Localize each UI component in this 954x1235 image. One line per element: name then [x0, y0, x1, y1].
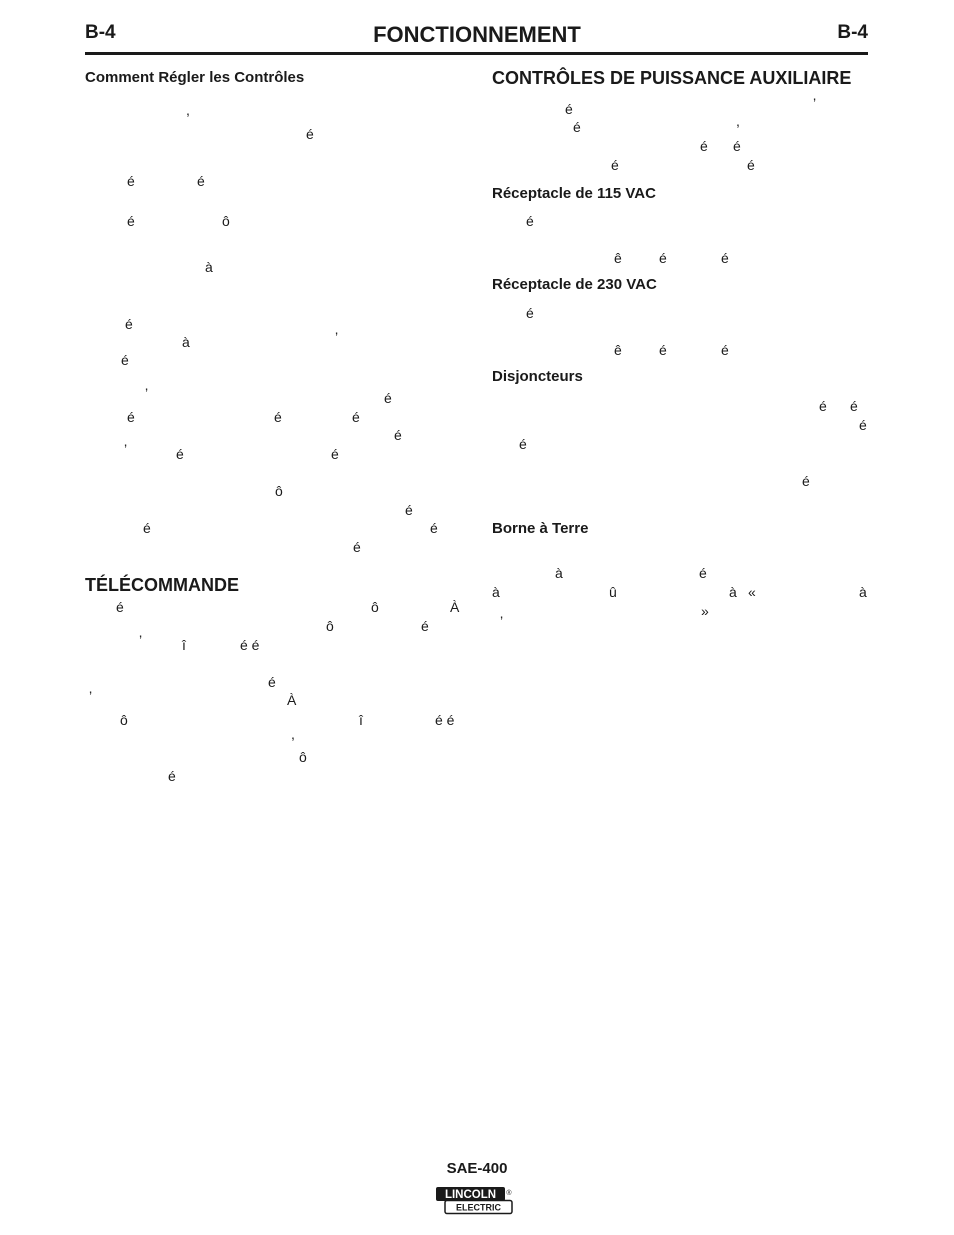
- left-glyph: é: [197, 173, 205, 189]
- left-glyph: é: [306, 126, 314, 142]
- heading-receptacle-230: Réceptacle de 230 VAC: [492, 276, 657, 293]
- left-glyph: ,: [291, 726, 295, 742]
- left-glyph: é: [430, 520, 438, 536]
- right-glyph: ,: [736, 113, 740, 129]
- right-glyph: é: [721, 342, 729, 358]
- page-title: FONCTIONNEMENT: [373, 22, 581, 47]
- left-glyph: é: [421, 618, 429, 634]
- right-glyph: é: [721, 250, 729, 266]
- left-glyph: ô: [371, 599, 379, 615]
- svg-text:LINCOLN: LINCOLN: [444, 1189, 497, 1201]
- left-glyph: é: [331, 446, 339, 462]
- left-glyph: À: [450, 599, 460, 615]
- left-glyph: é: [176, 446, 184, 462]
- right-glyph: é: [699, 565, 707, 581]
- left-glyph: ô: [120, 712, 128, 728]
- heading-ground-terminal: Borne à Terre: [492, 520, 589, 537]
- left-glyph: î: [182, 637, 186, 653]
- left-glyph: é: [384, 390, 392, 406]
- left-glyph: é: [168, 768, 176, 784]
- left-glyph: é é: [435, 712, 455, 728]
- left-glyph: é: [274, 409, 282, 425]
- right-glyph: ’: [813, 95, 817, 111]
- right-glyph: é: [850, 398, 858, 414]
- left-glyph: î: [359, 712, 363, 728]
- heading-breakers: Disjoncteurs: [492, 368, 583, 385]
- right-glyph: é: [565, 101, 573, 117]
- left-glyph: ’: [124, 441, 128, 457]
- right-glyph: «: [748, 584, 756, 600]
- svg-text:ELECTRIC: ELECTRIC: [456, 1202, 501, 1213]
- left-glyph: ’: [335, 329, 339, 345]
- left-glyph: é: [353, 539, 361, 555]
- left-glyph: é: [116, 599, 124, 615]
- svg-text:®: ®: [506, 1190, 512, 1197]
- right-glyph: é: [733, 138, 741, 154]
- right-glyph: û: [609, 584, 617, 600]
- left-glyph: é: [394, 427, 402, 443]
- heading-receptacle-115: Réceptacle de 115 VAC: [492, 185, 656, 202]
- page-number-left: B-4: [85, 22, 116, 43]
- left-glyph: à: [205, 259, 213, 275]
- left-glyph: À: [287, 692, 297, 708]
- right-glyph: à: [859, 584, 867, 600]
- right-glyph: é: [611, 157, 619, 173]
- left-glyph: é: [352, 409, 360, 425]
- right-glyph: à: [555, 565, 563, 581]
- left-glyph: é: [127, 409, 135, 425]
- right-glyph: é: [526, 213, 534, 229]
- left-glyph: ,: [186, 102, 190, 118]
- model-number: SAE-400: [446, 1160, 508, 1177]
- left-glyph: ’: [139, 632, 143, 648]
- right-glyph: ’: [500, 613, 504, 629]
- left-glyph: é: [127, 213, 135, 229]
- right-glyph: »: [701, 603, 709, 619]
- left-glyph: é: [127, 173, 135, 189]
- left-glyph: ’: [89, 688, 93, 704]
- heading-aux-power: CONTRÔLES DE PUISSANCE AUXILIAIRE: [492, 68, 852, 88]
- left-glyph: ’: [145, 385, 149, 401]
- right-glyph: é: [519, 436, 527, 452]
- right-glyph: é: [747, 157, 755, 173]
- heading-remote: TÉLÉCOMMANDE: [85, 575, 239, 595]
- heading-controls: Comment Régler les Contrôles: [85, 69, 305, 86]
- left-glyph: ô: [275, 483, 283, 499]
- right-glyph: à: [729, 584, 737, 600]
- right-glyph: é: [526, 305, 534, 321]
- lincoln-electric-logo: [435, 1186, 513, 1215]
- right-glyph: é: [659, 250, 667, 266]
- header-rule: [85, 52, 868, 55]
- right-glyph: ê: [614, 342, 622, 358]
- left-glyph: ô: [326, 618, 334, 634]
- left-glyph: é: [405, 502, 413, 518]
- right-glyph: é: [819, 398, 827, 414]
- page-number-right: B-4: [837, 22, 868, 43]
- right-glyph: é: [573, 119, 581, 135]
- right-glyph: é: [700, 138, 708, 154]
- right-glyph: é: [802, 473, 810, 489]
- right-glyph: é: [859, 417, 867, 433]
- right-glyph: é: [659, 342, 667, 358]
- left-glyph: é: [121, 352, 129, 368]
- left-glyph: à: [182, 334, 190, 350]
- left-glyph: ô: [299, 749, 307, 765]
- left-glyph: é: [268, 674, 276, 690]
- right-glyph: à: [492, 584, 500, 600]
- right-glyph: ê: [614, 250, 622, 266]
- left-glyph: é é: [240, 637, 260, 653]
- left-glyph: ô: [222, 213, 230, 229]
- left-glyph: é: [125, 316, 133, 332]
- left-glyph: é: [143, 520, 151, 536]
